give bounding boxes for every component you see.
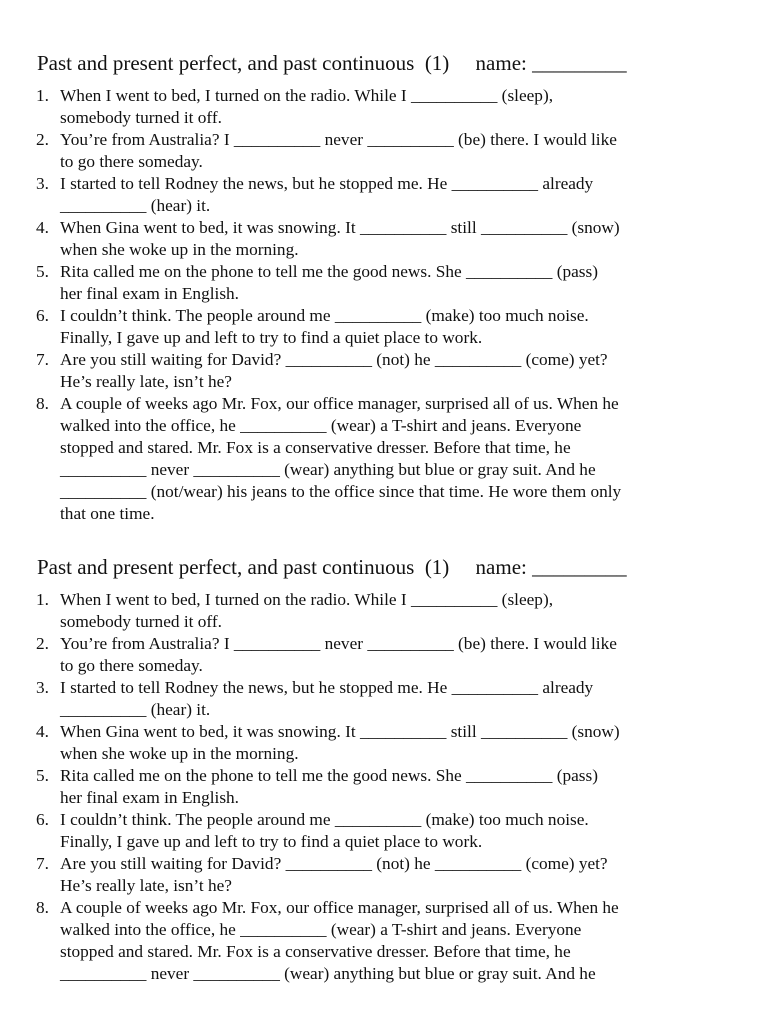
exercise-text-line: her final exam in English.: [60, 284, 240, 303]
exercise-number: 6.: [36, 306, 49, 325]
exercise-text-line: Finally, I gave up and left to try to find a quiet place to work.: [60, 832, 483, 851]
exercise-item: [0, 809, 740, 853]
exercise-number: 7.: [36, 854, 49, 873]
exercise-item: [0, 897, 740, 985]
exercise-number: 1.: [36, 86, 49, 105]
exercise-text-line: A couple of weeks ago Mr. Fox, our office manager, surprised all of us. When he: [60, 394, 619, 413]
exercise-item: [0, 85, 740, 129]
exercise-text-line: Finally, I gave up and left to try to find a quiet place to work.: [60, 328, 483, 347]
exercise-text-line: when she woke up in the morning.: [60, 240, 299, 259]
exercise-text-line: to go there someday.: [60, 656, 203, 675]
exercise-text-line: Rita called me on the phone to tell me the good news. She __________ (pass): [60, 766, 599, 785]
exercise-text-line: He’s really late, isn’t he?: [60, 372, 232, 391]
exercise-number: 4.: [36, 218, 49, 237]
exercise-text-line: her final exam in English.: [60, 788, 240, 807]
worksheet-title: Past and present perfect, and past continuous (1) name: _________: [37, 51, 627, 75]
exercise-text-line: __________ never __________ (wear) anything but blue or gray suit. And he: [60, 964, 596, 983]
exercise-item: [0, 217, 740, 261]
exercise-text-line: I started to tell Rodney the news, but he stopped me. He __________ already: [60, 174, 594, 193]
exercise-text-line: __________ never __________ (wear) anything but blue or gray suit. And he: [60, 460, 596, 479]
exercise-number: 5.: [36, 262, 49, 281]
exercise-item: [0, 853, 740, 897]
exercise-item: [0, 721, 740, 765]
exercise-text-line: When Gina went to bed, it was snowing. It __________ still __________ (snow): [60, 218, 620, 237]
exercise-text-line: that one time.: [60, 504, 155, 523]
exercise-item: [0, 677, 740, 721]
exercise-text-line: __________ (not/wear) his jeans to the office since that time. He wore them only: [60, 482, 622, 501]
worksheet-title: Past and present perfect, and past continuous (1) name: _________: [37, 555, 627, 579]
exercise-text-line: somebody turned it off.: [60, 612, 222, 631]
exercise-text-line: You’re from Australia? I __________ never __________ (be) there. I would like: [60, 130, 617, 149]
exercise-text-line: I couldn’t think. The people around me __________ (make) too much noise.: [60, 306, 589, 325]
exercise-text-line: He’s really late, isn’t he?: [60, 876, 232, 895]
exercise-item: [0, 173, 740, 217]
exercise-item: [0, 261, 740, 305]
exercise-number: 6.: [36, 810, 49, 829]
exercise-text-line: stopped and stared. Mr. Fox is a conservative dresser. Before that time, he: [60, 438, 571, 457]
exercise-text-line: Rita called me on the phone to tell me the good news. She __________ (pass): [60, 262, 599, 281]
exercise-item: [0, 129, 740, 173]
exercise-text-line: A couple of weeks ago Mr. Fox, our office manager, surprised all of us. When he: [60, 898, 619, 917]
exercise-text-line: I started to tell Rodney the news, but he stopped me. He __________ already: [60, 678, 594, 697]
exercise-text-line: When I went to bed, I turned on the radio. While I __________ (sleep),: [60, 86, 554, 105]
exercise-text-line: When Gina went to bed, it was snowing. It __________ still __________ (snow): [60, 722, 620, 741]
exercise-text-line: When I went to bed, I turned on the radio. While I __________ (sleep),: [60, 590, 554, 609]
exercise-number: 8.: [36, 394, 49, 413]
exercise-text-line: when she woke up in the morning.: [60, 744, 299, 763]
exercise-text-line: I couldn’t think. The people around me __________ (make) too much noise.: [60, 810, 589, 829]
exercise-number: 2.: [36, 130, 49, 149]
exercise-text-line: __________ (hear) it.: [60, 700, 211, 719]
exercise-number: 5.: [36, 766, 49, 785]
exercise-number: 4.: [36, 722, 49, 741]
exercise-item: [0, 633, 740, 677]
exercise-number: 3.: [36, 174, 49, 193]
exercise-item: [0, 349, 740, 393]
exercise-number: 3.: [36, 678, 49, 697]
exercise-text-line: to go there someday.: [60, 152, 203, 171]
exercise-item: [0, 393, 740, 525]
exercise-text-line: walked into the office, he __________ (wear) a T-shirt and jeans. Everyone: [60, 920, 582, 939]
exercise-list: [0, 85, 740, 525]
exercise-number: 2.: [36, 634, 49, 653]
exercise-item: [0, 589, 740, 633]
exercise-list: [0, 589, 740, 985]
exercise-text-line: stopped and stared. Mr. Fox is a conservative dresser. Before that time, he: [60, 942, 571, 961]
exercise-item: [0, 765, 740, 809]
exercise-text-line: walked into the office, he __________ (wear) a T-shirt and jeans. Everyone: [60, 416, 582, 435]
exercise-number: 8.: [36, 898, 49, 917]
exercise-text-line: __________ (hear) it.: [60, 196, 211, 215]
exercise-text-line: Are you still waiting for David? __________ (not) he __________ (come) yet?: [60, 854, 608, 873]
exercise-text-line: You’re from Australia? I __________ never __________ (be) there. I would like: [60, 634, 617, 653]
exercise-text-line: somebody turned it off.: [60, 108, 222, 127]
exercise-item: [0, 305, 740, 349]
exercise-number: 1.: [36, 590, 49, 609]
exercise-text-line: Are you still waiting for David? __________ (not) he __________ (come) yet?: [60, 350, 608, 369]
exercise-number: 7.: [36, 350, 49, 369]
